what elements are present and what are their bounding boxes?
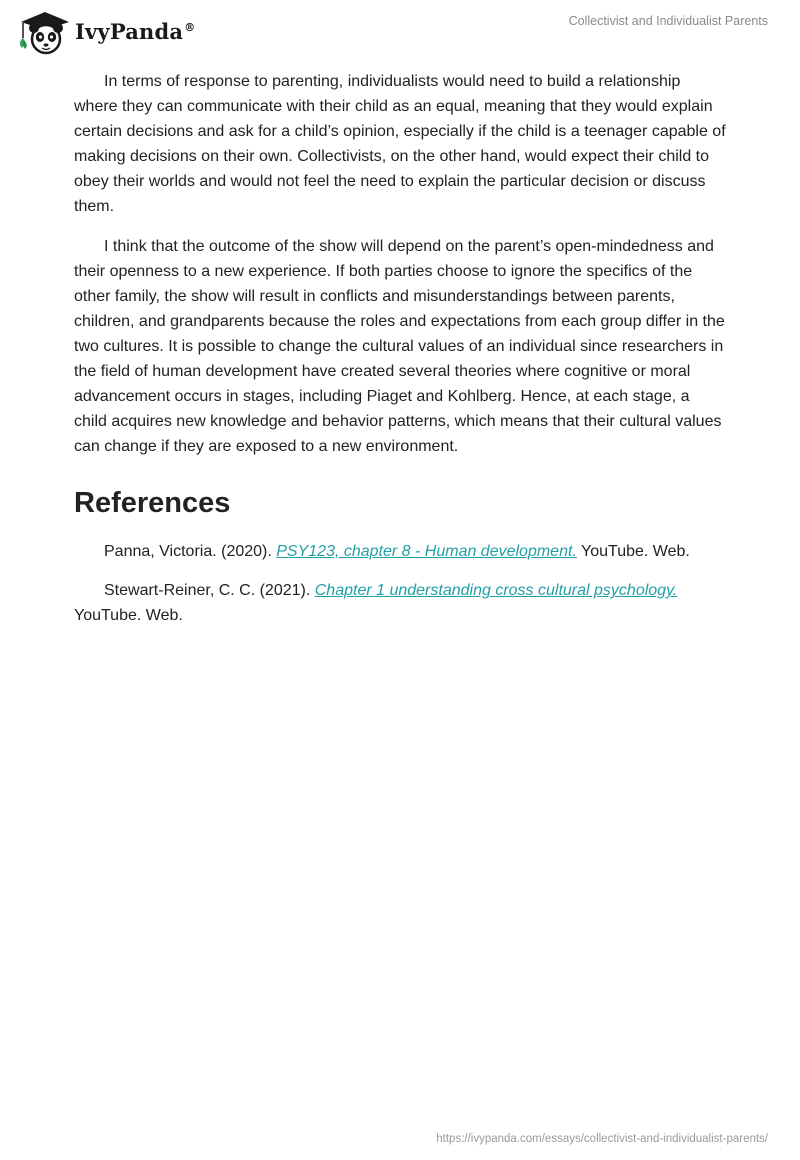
reference-prefix: Panna, Victoria. (2020). bbox=[104, 542, 277, 560]
essay-content bbox=[74, 70, 726, 644]
panda-graduation-cap-icon bbox=[15, 8, 73, 56]
reference-prefix: Stewart-Reiner, C. C. (2021). bbox=[104, 582, 315, 600]
registered-mark: ® bbox=[184, 20, 196, 34]
reference-item bbox=[74, 540, 726, 565]
document-title: Collectivist and Individualist Parents bbox=[568, 14, 768, 28]
body-paragraph: In terms of response to parenting, individualists would need to build a relationship where they can communicate with their child as an equal, meaning that they would explain certain decisions and ask for a child’s opinion, especially if the child is a teenager capable of making decisions on their own. Collectivists, on the other hand, would expect their child to obey their worlds and would not feel the need to explain the particular decision or discuss them. bbox=[74, 73, 726, 215]
reference-item bbox=[74, 579, 726, 629]
page-header bbox=[0, 0, 800, 60]
source-url[interactable]: https://ivypanda.com/essays/collectivist-and-individualist-parents/ bbox=[436, 1133, 768, 1145]
references-heading: References bbox=[74, 486, 231, 519]
reference-suffix: YouTube. Web. bbox=[74, 607, 183, 625]
reference-suffix: YouTube. Web. bbox=[576, 542, 690, 560]
reference-link[interactable]: Chapter 1 understanding cross cultural psychology. bbox=[314, 582, 678, 600]
reference-link[interactable]: PSY123, chapter 8 - Human development. bbox=[276, 542, 577, 560]
brand-name-text: IvyPanda bbox=[75, 18, 184, 44]
ivypanda-logo[interactable] bbox=[15, 8, 195, 56]
body-paragraph: I think that the outcome of the show will depend on the parent’s open-mindedness and their openness to a new experience. If both parties choose to ignore the specifics of the other family, the show will result in conflicts and misunderstandings between parents, children, and grandparents because the roles and expectations from each group differ in the two cultures. It is possible to change the cultural values of an individual since researchers in the field of human development have created several theories where cognitive or moral advancement occurs in stages, including Piaget and Kohlberg. Hence, at each stage, a child acquires new knowledge and behavior patterns, which means that their cultural values can change if they are exposed to a new environment. bbox=[74, 238, 725, 455]
brand-name bbox=[75, 19, 195, 44]
